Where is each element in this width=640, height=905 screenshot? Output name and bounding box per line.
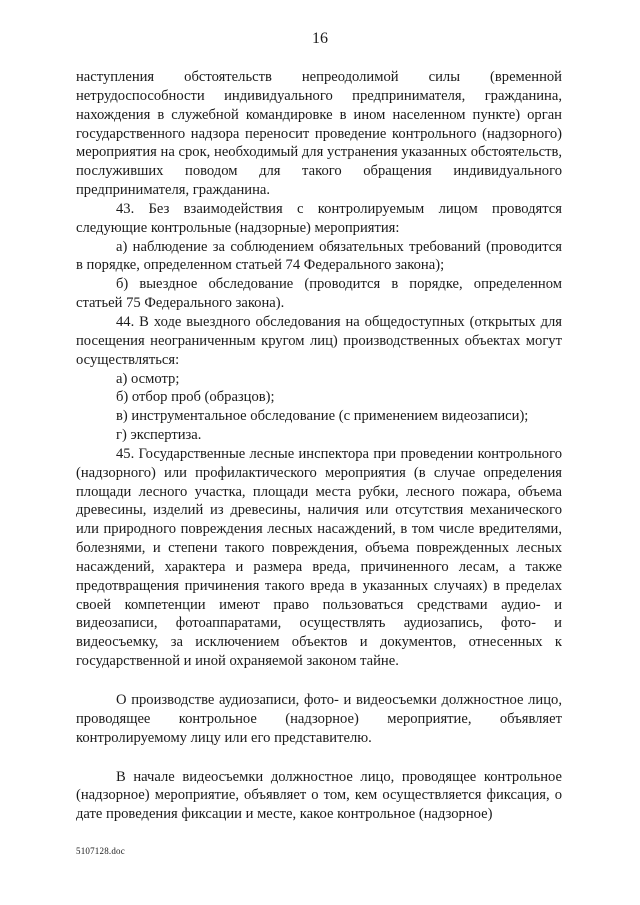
document-body	[76, 68, 562, 824]
paragraph-recording-notice: О производстве аудиозаписи, фото- и видеосъемки должностное лицо, проводящее контрольное (надзорное) мероприятие, объявляет контролируемому лицу или его представителю.	[76, 692, 562, 746]
paragraph-45: 45. Государственные лесные инспектора при проведении контрольного (надзорного) или профилактического мероприятия (в случае определения площади лесного участка, площади места рубки, лесного пожара, объема древесины, изделий из древесины, наличия или отсутствия механического или природного повреждения лесных насаждений, в том числе вредителями, болезнями, и степени такого повреждения, объема поврежденных лесных насаждений, характера и размера вреда, причиненного лесам, а также предотвращения причинения такого вреда в указанных случаях) в пределах своей компетенции имеют право пользоваться средствами аудио- и видеозаписи, фотоаппаратами, осуществлять аудиозапись, фото- и видеосъемку, за исключением объектов и документов, отнесенных к государственной и иной охраняемой законом тайне.	[76, 445, 562, 670]
paragraph-44: 44. В ходе выездного обследования на общедоступных (открытых для посещения неограниченным кругом лиц) производственных объектах могут осуществляться:	[76, 313, 562, 368]
paragraph-43-b: б) выездное обследование (проводится в порядке, определенном статьей 75 Федерального закона).	[76, 276, 562, 312]
page-number: 16	[312, 30, 328, 47]
paragraph-44-g: г) экспертиза.	[116, 427, 202, 444]
footer-file-code: 5107128.doc	[76, 846, 125, 856]
paragraph-continuation: наступления обстоятельств непреодолимой силы (временной нетрудоспособности индивидуального предпринимателя, гражданина, нахождения в служебной командировке в ином населенном пункте) орган государственного надзора переносит проведение контрольного (надзорного) мероприятия на срок, необходимый для устранения указанных обстоятельств, послуживших поводом для такого обращения индивидуального предпринимателя, гражданина.	[76, 69, 562, 199]
paragraph-43: 43. Без взаимодействия с контролируемым лицом проводятся следующие контрольные (надзорные) мероприятия:	[76, 200, 562, 236]
paragraph-44-b: б) отбор проб (образцов);	[116, 389, 275, 406]
paragraph-video-start: В начале видеосъемки должностное лицо, проводящее контрольное (надзорное) мероприятие, объявляет о том, кем осуществляется фиксация, о дате проведения фиксации и месте, какое контрольное (надзорное)	[76, 768, 562, 823]
paragraph-44-v: в) инструментальное обследование (с применением видеозаписи);	[116, 408, 529, 425]
paragraph-43-a: а) наблюдение за соблюдением обязательных требований (проводится в порядке, определенном статьей 74 Федерального закона);	[76, 238, 562, 274]
paragraph-44-a: а) осмотр;	[116, 370, 180, 387]
